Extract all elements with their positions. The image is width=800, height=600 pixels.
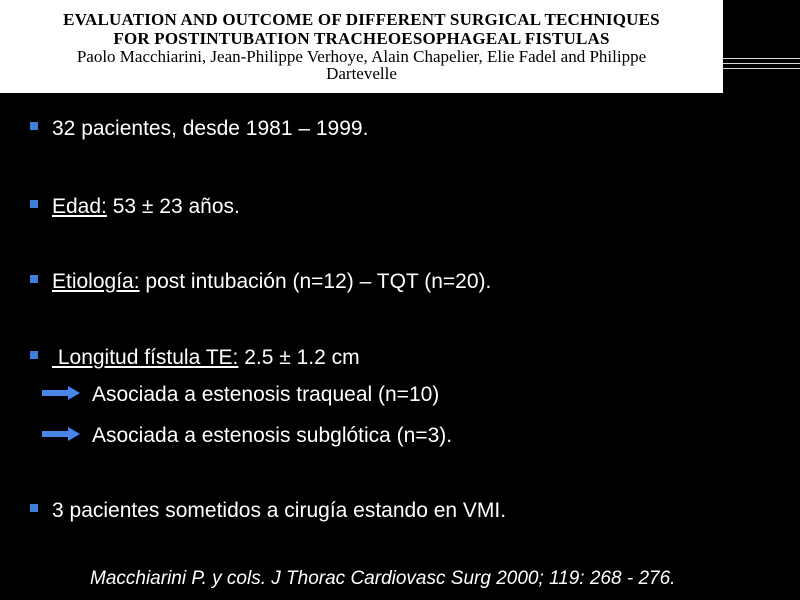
sub-item-subglottic-stenosis (42, 424, 452, 448)
decorative-line (723, 58, 800, 59)
article-title-line-1: EVALUATION AND OUTCOME OF DIFFERENT SURGICAL TECHNIQUES (63, 10, 660, 29)
citation-reference: Macchiarini P. y cols. J Thorac Cardiovasc Surg 2000; 119: 268 - 276. (90, 568, 676, 589)
right-arrow-icon (42, 383, 80, 407)
bullet-label: Etiología: (52, 270, 140, 293)
square-bullet-icon (30, 275, 38, 283)
square-bullet-icon (30, 200, 38, 208)
sub-item-text: Asociada a estenosis subglótica (n=3). (92, 424, 453, 447)
bullet-item-fistula-length (30, 346, 360, 370)
bullet-item-mechanical-ventilation (30, 499, 506, 523)
decorative-line (723, 68, 800, 69)
bullet-label: Longitud fístula TE: (52, 346, 239, 369)
square-bullet-icon (30, 122, 38, 130)
square-bullet-icon (30, 351, 38, 359)
article-title-box (0, 0, 723, 93)
bullet-text: post intubación (n=12) – TQT (n=20). (139, 270, 492, 293)
right-arrow-icon (42, 424, 80, 448)
decorative-line (723, 63, 800, 64)
article-authors-line-1: Paolo Macchiarini, Jean-Philippe Verhoye, Alain Chapelier, Elie Fadel and Philippe (76, 47, 647, 66)
sub-item-text: Asociada a estenosis traqueal (n=10) (92, 383, 440, 406)
bullet-item-age (30, 195, 240, 219)
bullet-text: 53 ± 23 años. (106, 195, 240, 218)
bullet-text: 3 pacientes sometidos a cirugía estando en VMI. (52, 499, 507, 522)
bullet-label: Edad: (52, 195, 107, 218)
article-authors-line-2: Dartevelle (326, 64, 397, 83)
bullet-item-patients (30, 117, 368, 141)
square-bullet-icon (30, 504, 38, 512)
bullet-text: 2.5 ± 1.2 cm (238, 346, 360, 369)
bullet-text: 32 pacientes, desde 1981 – 1999. (52, 117, 369, 140)
article-title-line-2: FOR POSTINTUBATION TRACHEOESOPHAGEAL FISTULAS (113, 29, 610, 48)
sub-item-tracheal-stenosis (42, 383, 439, 407)
bullet-item-etiology (30, 270, 491, 294)
